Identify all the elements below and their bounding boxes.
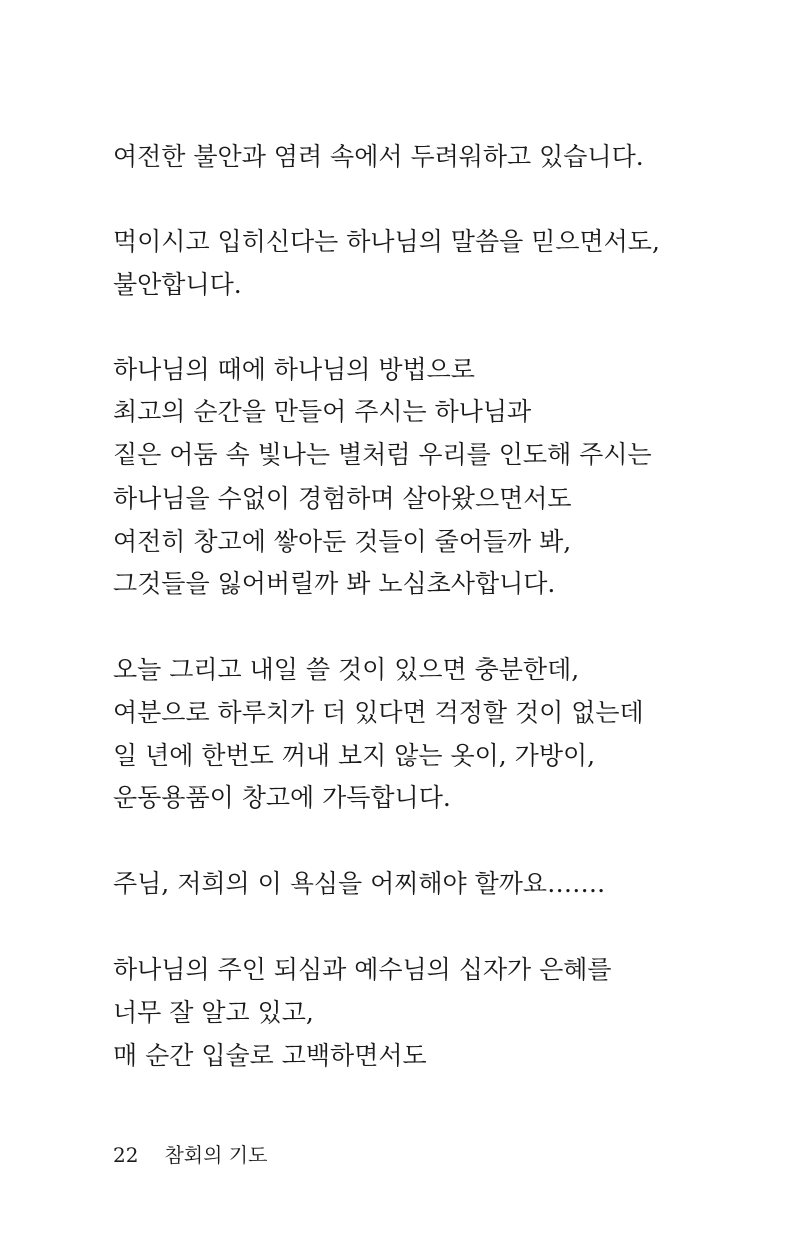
text-line: 짙은 어둠 속 빛나는 별처럼 우리를 인도해 주시는 xyxy=(113,440,652,469)
text-line: 그것들을 잃어버릴까 봐 노심초사합니다. xyxy=(113,569,556,598)
page-footer xyxy=(113,1142,267,1168)
page-number: 22 xyxy=(113,1143,139,1167)
text-line: 먹이시고 입히신다는 하나님의 말씀을 믿으면서도, xyxy=(113,227,660,256)
text-line: 불안합니다. xyxy=(113,270,242,299)
text-line: 여분으로 하루치가 더 있다면 걱정할 것이 없는데 xyxy=(113,698,644,727)
text-line: 최고의 순간을 만들어 주시는 하나님과 xyxy=(113,397,532,426)
text-line: 운동용품이 창고에 가득합니다. xyxy=(113,783,451,812)
text-line: 너무 잘 알고 있고, xyxy=(113,998,314,1027)
text-line: 하나님의 주인 되심과 예수님의 십자가 은혜를 xyxy=(113,955,612,984)
text-line: 매 순간 입술로 고백하면서도 xyxy=(113,1041,427,1070)
text-line: 하나님을 수없이 경험하며 살아왔으면서도 xyxy=(113,484,572,513)
text-line: 하나님의 때에 하나님의 방법으로 xyxy=(113,355,475,384)
text-line: 오늘 그리고 내일 쓸 것이 있으면 충분한데, xyxy=(113,655,580,684)
text-line: 주님, 저희의 이 욕심을 어찌해야 할까요……. xyxy=(113,869,606,898)
text-line: 여전히 창고에 쌓아둔 것들이 줄어들까 봐, xyxy=(113,527,572,556)
section-title: 참회의 기도 xyxy=(164,1143,268,1167)
text-line: 여전한 불안과 염려 속에서 두려워하고 있습니다. xyxy=(113,142,644,171)
text-line: 일 년에 한번도 꺼내 보지 않는 옷이, 가방이, xyxy=(113,741,596,770)
